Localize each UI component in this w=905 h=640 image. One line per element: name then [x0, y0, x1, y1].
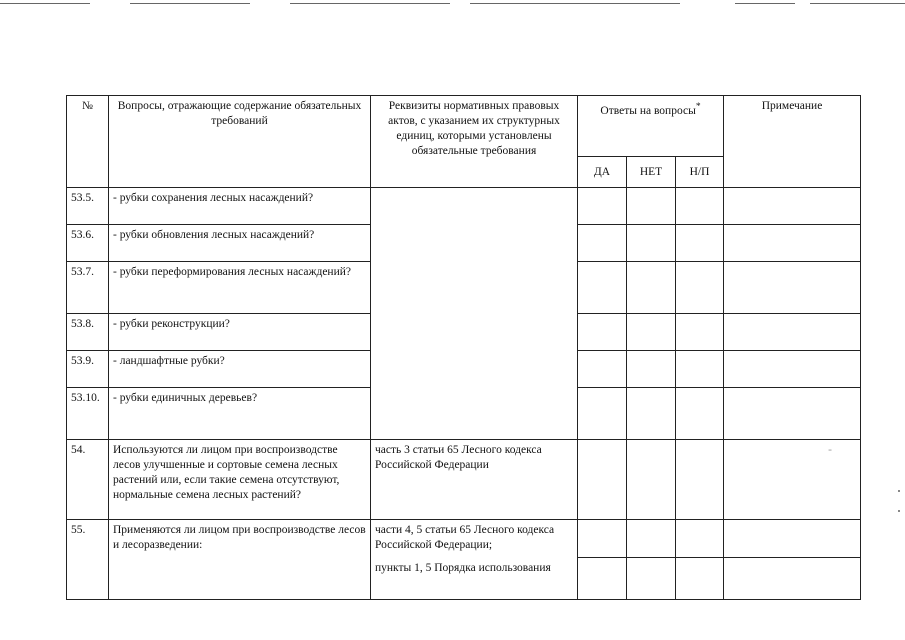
answer-no-cell[interactable] — [627, 388, 676, 440]
answer-na-cell[interactable] — [676, 225, 724, 262]
answer-yes-cell[interactable] — [578, 225, 627, 262]
note-cell[interactable] — [724, 188, 861, 225]
header-answers — [578, 96, 724, 157]
answer-yes-cell[interactable] — [578, 520, 627, 558]
row-number: 53.7. — [67, 262, 109, 314]
row-requisite-continued: пункты 1, 5 Порядка использования — [371, 558, 578, 600]
row-question: - рубки единичных деревьев? — [109, 388, 371, 440]
header-requisites: Реквизиты нормативных правовых актов, с указанием их структурных единиц, которыми установлены обязательные требования — [371, 96, 578, 188]
header-yes: ДА — [578, 157, 627, 188]
checklist-table — [66, 95, 861, 600]
header-no: НЕТ — [627, 157, 676, 188]
row-requisite: часть 3 статьи 65 Лесного кодекса Российской Федерации — [371, 440, 578, 520]
row-question: - рубки переформирования лесных насаждений? — [109, 262, 371, 314]
row-question: - рубки реконструкции? — [109, 314, 371, 351]
row-number: 54. — [67, 440, 109, 520]
answer-na-cell[interactable] — [676, 188, 724, 225]
note-mark: - — [828, 444, 833, 456]
answer-no-cell[interactable] — [627, 351, 676, 388]
note-cell[interactable] — [724, 314, 861, 351]
answer-na-cell[interactable] — [676, 388, 724, 440]
row-question: - рубки сохранения лесных насаждений? — [109, 188, 371, 225]
answer-yes-cell[interactable] — [578, 188, 627, 225]
answer-no-cell[interactable] — [627, 520, 676, 558]
header-number: № — [67, 96, 109, 188]
header-na: Н/П — [676, 157, 724, 188]
row-number: 53.6. — [67, 225, 109, 262]
table-row — [67, 520, 861, 558]
table-header-row — [67, 96, 861, 157]
scan-speck — [898, 510, 900, 512]
row-number: 53.8. — [67, 314, 109, 351]
answer-na-cell[interactable] — [676, 440, 724, 520]
answer-no-cell[interactable] — [627, 558, 676, 600]
answer-na-cell[interactable] — [676, 314, 724, 351]
row-question: Используются ли лицом при воспроизводстве лесов улучшенные и сортовые семена лесных растений или, если такие семена отсутствуют, нормальные семена лесных растений? — [109, 440, 371, 520]
answer-yes-cell[interactable] — [578, 351, 627, 388]
note-cell[interactable] — [724, 351, 861, 388]
row-requisite-merged — [371, 188, 578, 440]
answer-na-cell[interactable] — [676, 520, 724, 558]
page-top-rule — [0, 3, 905, 4]
header-note: Примечание — [724, 96, 861, 188]
answer-no-cell[interactable] — [627, 314, 676, 351]
answer-no-cell[interactable] — [627, 440, 676, 520]
answer-yes-cell[interactable] — [578, 558, 627, 600]
note-cell[interactable] — [724, 440, 861, 520]
row-question: - ландшафтные рубки? — [109, 351, 371, 388]
table-row — [67, 188, 861, 225]
header-answers-footnote-mark: * — [695, 101, 701, 112]
answer-yes-cell[interactable] — [578, 388, 627, 440]
answer-na-cell[interactable] — [676, 262, 724, 314]
note-cell[interactable] — [724, 225, 861, 262]
row-number: 55. — [67, 520, 109, 600]
row-number: 53.5. — [67, 188, 109, 225]
answer-yes-cell[interactable] — [578, 440, 627, 520]
header-questions: Вопросы, отражающие содержание обязательных требований — [109, 96, 371, 188]
answer-na-cell[interactable] — [676, 351, 724, 388]
answer-yes-cell[interactable] — [578, 314, 627, 351]
answer-no-cell[interactable] — [627, 262, 676, 314]
answer-no-cell[interactable] — [627, 188, 676, 225]
answer-no-cell[interactable] — [627, 225, 676, 262]
row-number: 53.9. — [67, 351, 109, 388]
row-requisite: части 4, 5 статьи 65 Лесного кодекса Российской Федерации; — [371, 520, 578, 558]
note-cell[interactable] — [724, 520, 861, 558]
note-cell[interactable] — [724, 388, 861, 440]
row-number: 53.10. — [67, 388, 109, 440]
note-cell[interactable] — [724, 558, 861, 600]
header-answers-label: Ответы на вопросы — [600, 104, 696, 117]
note-cell[interactable] — [724, 262, 861, 314]
answer-na-cell[interactable] — [676, 558, 724, 600]
answer-yes-cell[interactable] — [578, 262, 627, 314]
scan-speck — [898, 490, 900, 492]
table-row — [67, 440, 861, 520]
row-question: - рубки обновления лесных насаждений? — [109, 225, 371, 262]
row-question: Применяются ли лицом при воспроизводстве лесов и лесоразведении: — [109, 520, 371, 600]
